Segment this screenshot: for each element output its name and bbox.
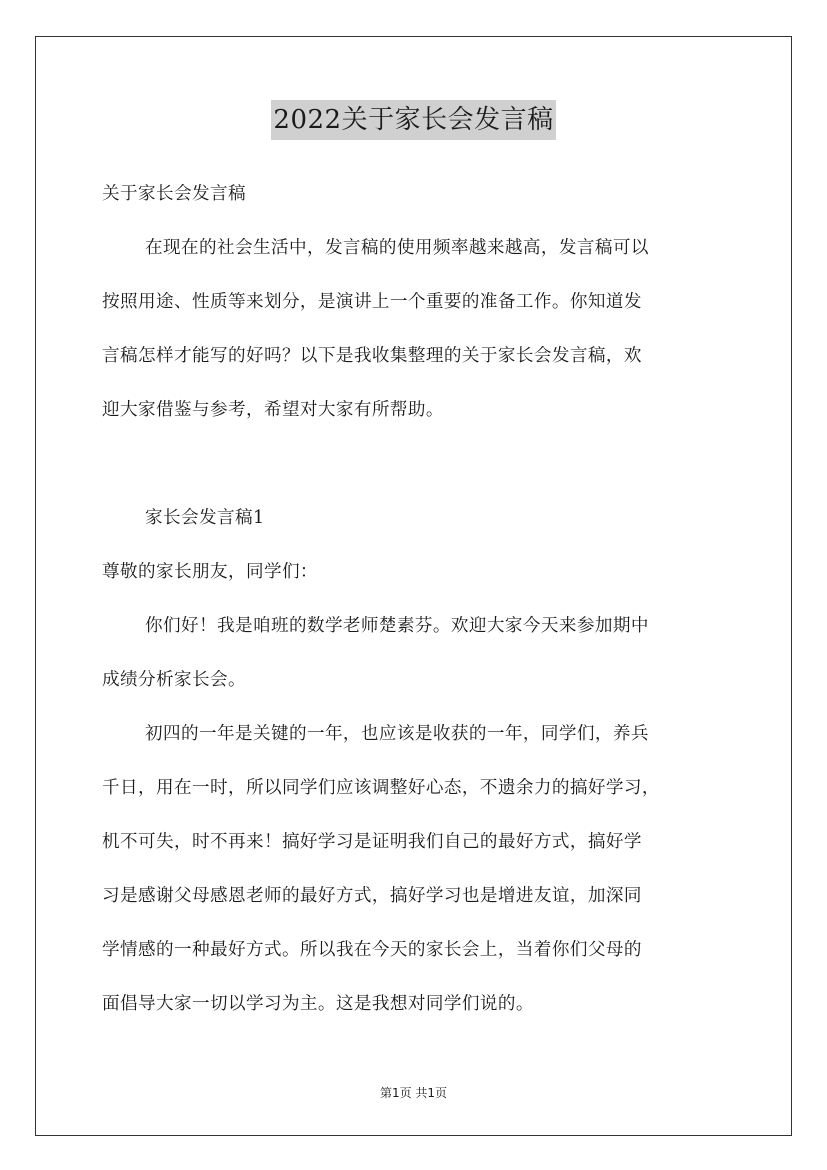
body-line-1: 你们好！我是咱班的数学老师楚素芬。欢迎大家今天来参加期中	[145, 616, 649, 636]
intro-line-4: 迎大家借鉴与参考，希望对大家有所帮助。	[102, 400, 444, 420]
body-line-6: 习是感谢父母感恩老师的最好方式，搞好学习也是增进友谊，加深同	[102, 886, 642, 906]
page-footer: 第1页 共1页	[379, 1086, 448, 1100]
intro-line-2: 按照用途、性质等来划分，是演讲上一个重要的准备工作。你知道发	[102, 292, 642, 312]
salutation-line: 尊敬的家长朋友，同学们：	[102, 562, 318, 582]
body-line-7: 学情感的一种最好方式。所以我在今天的家长会上，当着你们父母的	[102, 940, 642, 960]
intro-line-3: 言稿怎样才能写的好吗？以下是我收集整理的关于家长会发言稿，欢	[102, 346, 642, 366]
title-container	[0, 100, 827, 140]
body-line-5: 机不可失，时不再来！搞好学习是证明我们自己的最好方式，搞好学	[102, 832, 642, 852]
intro-line-1: 在现在的社会生活中，发言稿的使用频率越来越高，发言稿可以	[145, 238, 649, 258]
body-line-2: 成绩分析家长会。	[102, 670, 246, 690]
subtitle-line: 关于家长会发言稿	[102, 184, 246, 204]
body-line-3: 初四的一年是关键的一年，也应该是收获的一年，同学们，养兵	[145, 724, 649, 744]
document-title: 2022关于家长会发言稿	[271, 100, 555, 140]
section-heading: 家长会发言稿1	[145, 508, 265, 528]
body-line-4: 千日，用在一时，所以同学们应该调整好心态，不遗余力的搞好学习，	[102, 778, 660, 798]
body-line-8: 面倡导大家一切以学习为主。这是我想对同学们说的。	[102, 994, 534, 1014]
